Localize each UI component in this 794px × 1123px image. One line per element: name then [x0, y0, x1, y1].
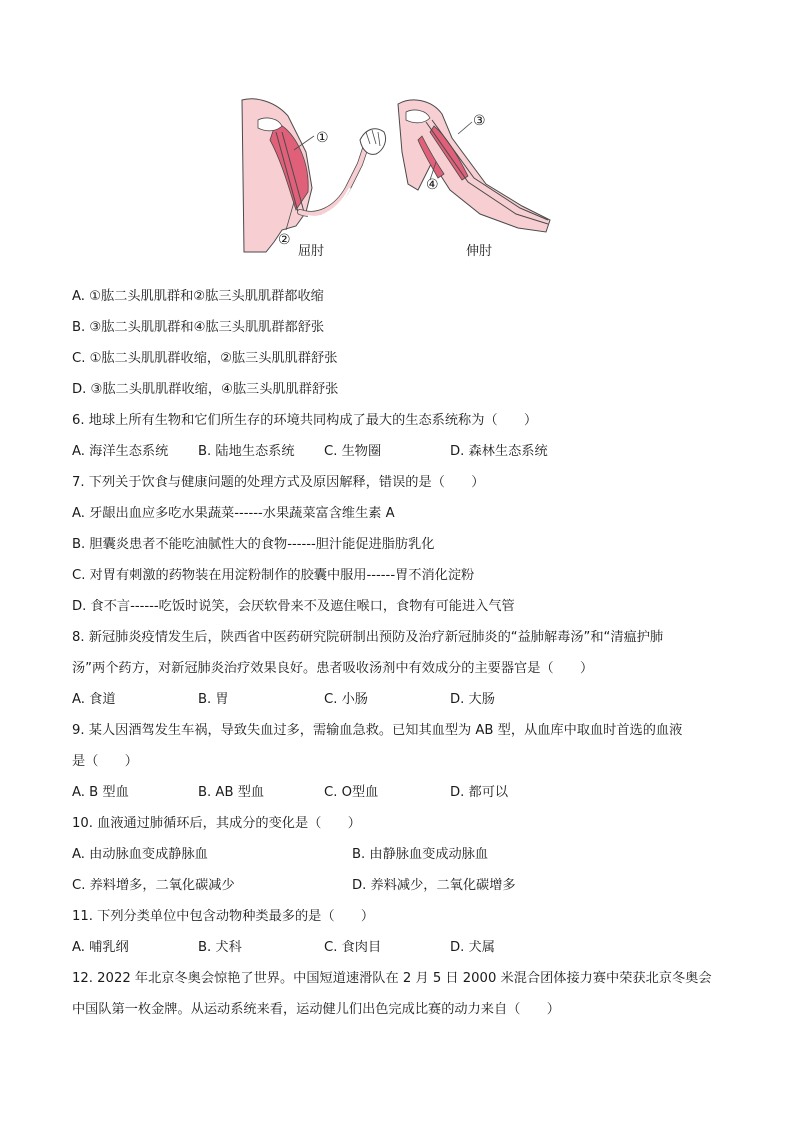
label-1: ① — [316, 130, 329, 146]
q8-option-c: C. 小肠 — [324, 692, 368, 707]
q11-option-a: A. 哺乳纲 — [72, 940, 129, 955]
q8-option-b: B. 胃 — [198, 692, 229, 707]
q8-stem-line1: 8. 新冠肺炎疫情发生后，陕西省中医药研究院研制出预防及治疗新冠肺炎的“益肺解毒汤”和“清瘟护肺 — [72, 630, 664, 645]
q10-option-d: D. 养料减少，二氧化碳增多 — [352, 878, 516, 893]
q8-options — [72, 689, 732, 720]
q10-options-row1 — [72, 844, 732, 875]
q12-stem-line2: 中国队第一枚金牌。从运动系统来看，运动健儿们出色完成比赛的动力来自（ ） — [72, 1002, 560, 1017]
q6-option-b: B. 陆地生态系统 — [198, 444, 295, 459]
q8-stem-line2: 汤”两个药方，对新冠肺炎治疗效果良好。患者吸收汤剂中有效成分的主要器官是（ ） — [72, 661, 594, 676]
q9-option-a: A. B 型血 — [72, 785, 129, 800]
q5-option-a: A. ①肱二头肌肌群和②肱三头肌肌群都收缩 — [72, 289, 324, 304]
flexed-arm-drawing — [242, 99, 386, 252]
question-list — [72, 286, 732, 1030]
q9-option-d: D. 都可以 — [450, 785, 509, 800]
q7-stem: 7. 下列关于饮食与健康问题的处理方式及原因解释，错误的是（ ） — [72, 475, 485, 490]
arm-muscle-figure — [236, 92, 558, 262]
q7-option-c: C. 对胃有刺激的药物装在用淀粉制作的胶囊中服用------胃不消化淀粉 — [72, 568, 475, 583]
q10-option-a: A. 由动脉血变成静脉血 — [72, 847, 208, 862]
caption-extension: 伸肘 — [466, 244, 493, 259]
q9-option-b: B. AB 型血 — [198, 785, 265, 800]
q6-option-d: D. 森林生态系统 — [450, 444, 548, 459]
q11-option-b: B. 犬科 — [198, 940, 242, 955]
label-3: ③ — [473, 113, 486, 129]
arm-illustration — [236, 92, 558, 262]
q7-option-b: B. 胆囊炎患者不能吃油腻性大的食物------胆汁能促进脂肪乳化 — [72, 537, 435, 552]
q6-option-c: C. 生物圈 — [324, 444, 382, 459]
q9-options — [72, 782, 732, 813]
q11-option-d: D. 犬属 — [450, 940, 495, 955]
q8-option-d: D. 大肠 — [450, 692, 495, 707]
q7-option-d: D. 食不言------吃饭时说笑，会厌软骨来不及遮住喉口，食物有可能进入气管 — [72, 599, 515, 614]
q10-options-row2 — [72, 875, 732, 906]
q9-option-c: C. O型血 — [324, 785, 379, 800]
q11-option-c: C. 食肉目 — [324, 940, 382, 955]
q10-stem: 10. 血液通过肺循环后，其成分的变化是（ ） — [72, 816, 361, 831]
q11-stem: 11. 下列分类单位中包含动物种类最多的是（ ） — [72, 909, 375, 924]
q10-option-b: B. 由静脉血变成动脉血 — [352, 847, 489, 862]
q9-stem-line2: 是（ ） — [72, 754, 138, 769]
q5-option-b: B. ③肱二头肌肌群和④肱三头肌肌群都舒张 — [72, 320, 325, 335]
q9-stem-line1: 9. 某人因酒驾发生车祸，导致失血过多，需输血急救。已知其血型为 AB 型，从血库中取血时首选的血液 — [72, 723, 683, 738]
label-4: ④ — [426, 177, 439, 193]
q6-option-a: A. 海洋生态系统 — [72, 444, 169, 459]
q5-option-c: C. ①肱二头肌肌群收缩，②肱三头肌肌群舒张 — [72, 351, 338, 366]
q5-option-d: D. ③肱二头肌肌群收缩，④肱三头肌肌群舒张 — [72, 382, 339, 397]
q12-stem-line1: 12. 2022 年北京冬奥会惊艳了世界。中国短道速滑队在 2 月 5 日 2000 米混合团体接力赛中荣获北京冬奥会 — [72, 971, 712, 986]
q8-option-a: A. 食道 — [72, 692, 116, 707]
q10-option-c: C. 养料增多，二氧化碳减少 — [72, 878, 235, 893]
q11-options — [72, 937, 732, 968]
q6-options — [72, 441, 732, 472]
q6-stem: 6. 地球上所有生物和它们所生存的环境共同构成了最大的生态系统称为（ ） — [72, 413, 538, 428]
label-2: ② — [278, 232, 291, 248]
caption-flexion: 屈肘 — [298, 244, 325, 259]
q7-option-a: A. 牙龈出血应多吃水果蔬菜------水果蔬菜富含维生素 A — [72, 506, 395, 521]
